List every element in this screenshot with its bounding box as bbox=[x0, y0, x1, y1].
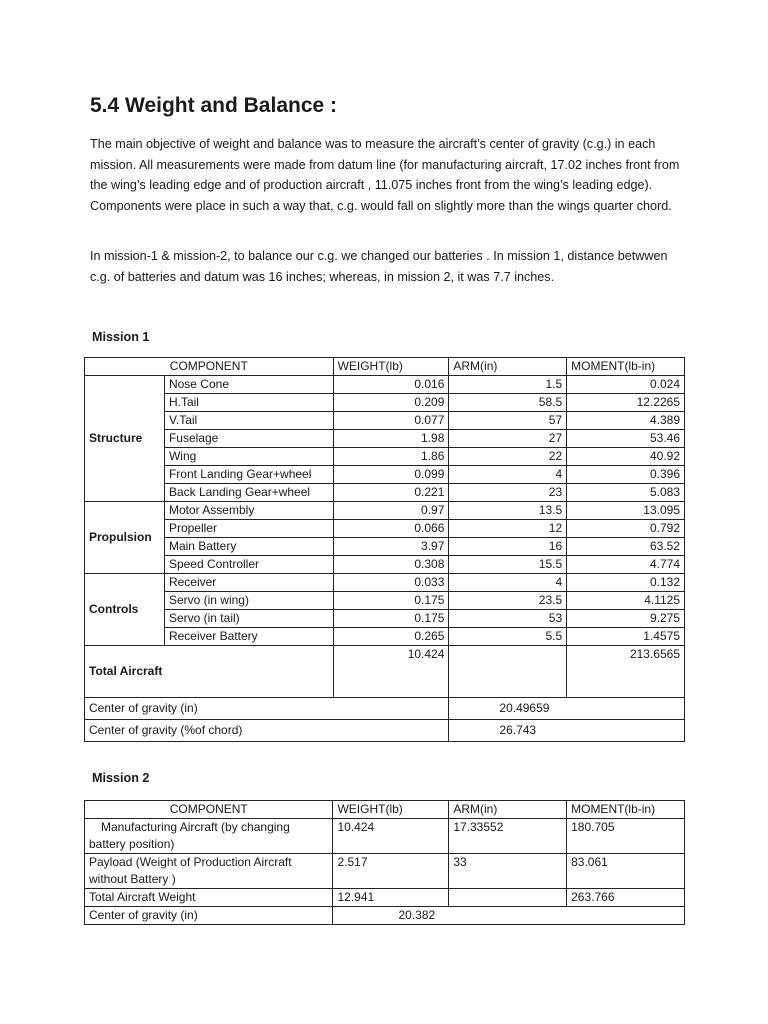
weight-cell: 0.308 bbox=[333, 556, 449, 574]
weight-cell: 1.86 bbox=[333, 448, 449, 466]
table-row bbox=[85, 376, 685, 394]
cg-label: Center of gravity (in) bbox=[85, 907, 333, 925]
arm-cell bbox=[449, 889, 567, 907]
column-header: ARM(in) bbox=[449, 358, 567, 376]
table-row bbox=[85, 412, 685, 430]
mission1-table bbox=[84, 357, 685, 742]
arm-cell: 33 bbox=[449, 854, 567, 889]
cg-value: 20.49659 bbox=[449, 698, 685, 720]
group-label: Structure bbox=[85, 376, 165, 502]
table-row bbox=[85, 394, 685, 412]
mission2-table bbox=[84, 800, 685, 925]
weight-cell: 0.175 bbox=[333, 610, 449, 628]
component-cell: Back Landing Gear+wheel bbox=[164, 484, 333, 502]
column-header: COMPONENT bbox=[85, 358, 334, 376]
table-row bbox=[85, 889, 685, 907]
component-cell: H.Tail bbox=[164, 394, 333, 412]
table-row bbox=[85, 628, 685, 646]
arm-cell: 5.5 bbox=[449, 628, 567, 646]
column-header: MOMENT(lb-in) bbox=[567, 358, 685, 376]
total-moment: 213.6565 bbox=[567, 646, 685, 698]
weight-cell: 0.016 bbox=[333, 376, 449, 394]
moment-cell: 13.095 bbox=[567, 502, 685, 520]
column-header: WEIGHT(lb) bbox=[333, 358, 449, 376]
component-cell: Main Battery bbox=[164, 538, 333, 556]
arm-cell: 58.5 bbox=[449, 394, 567, 412]
table-row bbox=[85, 538, 685, 556]
arm-cell: 1.5 bbox=[449, 376, 567, 394]
moment-cell: 263.766 bbox=[567, 889, 685, 907]
component-cell: Servo (in tail) bbox=[164, 610, 333, 628]
table-row bbox=[85, 430, 685, 448]
mission1-label: Mission 1 bbox=[92, 330, 150, 344]
arm-cell: 13.5 bbox=[449, 502, 567, 520]
arm-cell: 15.5 bbox=[449, 556, 567, 574]
column-header: COMPONENT bbox=[85, 801, 333, 819]
table-row bbox=[85, 819, 685, 854]
cg-chord-value: 26.743 bbox=[449, 720, 685, 742]
weight-cell: 1.98 bbox=[333, 430, 449, 448]
column-header: ARM(in) bbox=[449, 801, 567, 819]
moment-cell: 9.275 bbox=[567, 610, 685, 628]
table-row bbox=[85, 556, 685, 574]
arm-cell: 23.5 bbox=[449, 592, 567, 610]
weight-cell: 12.941 bbox=[333, 889, 449, 907]
cg-row bbox=[85, 698, 685, 720]
moment-cell: 83.061 bbox=[567, 854, 685, 889]
weight-cell: 3.97 bbox=[333, 538, 449, 556]
cg-chord-row bbox=[85, 720, 685, 742]
moment-cell: 4.774 bbox=[567, 556, 685, 574]
cg-chord-label: Center of gravity (%of chord) bbox=[85, 720, 449, 742]
moment-cell: 4.1125 bbox=[567, 592, 685, 610]
arm-cell: 23 bbox=[449, 484, 567, 502]
weight-cell: 10.424 bbox=[333, 819, 449, 854]
component-cell: Receiver bbox=[164, 574, 333, 592]
moment-cell: 0.024 bbox=[567, 376, 685, 394]
component-cell: Fuselage bbox=[164, 430, 333, 448]
weight-cell: 0.033 bbox=[333, 574, 449, 592]
component-cell: Propeller bbox=[164, 520, 333, 538]
component-cell: Receiver Battery bbox=[164, 628, 333, 646]
group-label: Propulsion bbox=[85, 502, 165, 574]
moment-cell: 4.389 bbox=[567, 412, 685, 430]
arm-cell: 17.33552 bbox=[449, 819, 567, 854]
mission2-label: Mission 2 bbox=[92, 771, 150, 785]
moment-cell: 1.4575 bbox=[567, 628, 685, 646]
component-cell: Wing bbox=[164, 448, 333, 466]
column-header: WEIGHT(lb) bbox=[333, 801, 449, 819]
moment-cell: 0.396 bbox=[567, 466, 685, 484]
table-row bbox=[85, 854, 685, 889]
component-cell: Payload (Weight of Production Aircraft without Battery ) bbox=[85, 854, 333, 889]
component-cell: Nose Cone bbox=[164, 376, 333, 394]
table-row bbox=[85, 448, 685, 466]
component-cell: V.Tail bbox=[164, 412, 333, 430]
group-label: Controls bbox=[85, 574, 165, 646]
section-heading: 5.4 Weight and Balance : bbox=[90, 94, 338, 117]
table-header-row bbox=[85, 358, 685, 376]
table-header-row bbox=[85, 801, 685, 819]
total-arm bbox=[449, 646, 567, 698]
moment-cell: 0.792 bbox=[567, 520, 685, 538]
component-cell: Manufacturing Aircraft (by changing battery position) bbox=[85, 819, 333, 854]
moment-cell: 180.705 bbox=[567, 819, 685, 854]
table-row bbox=[85, 574, 685, 592]
table-row bbox=[85, 502, 685, 520]
arm-cell: 27 bbox=[449, 430, 567, 448]
weight-cell: 0.221 bbox=[333, 484, 449, 502]
component-cell: Motor Assembly bbox=[164, 502, 333, 520]
moment-cell: 0.132 bbox=[567, 574, 685, 592]
moment-cell: 12.2265 bbox=[567, 394, 685, 412]
table-row bbox=[85, 484, 685, 502]
arm-cell: 22 bbox=[449, 448, 567, 466]
weight-cell: 0.077 bbox=[333, 412, 449, 430]
arm-cell: 4 bbox=[449, 466, 567, 484]
table-row bbox=[85, 592, 685, 610]
total-label: Total Aircraft bbox=[85, 646, 334, 698]
arm-cell: 57 bbox=[449, 412, 567, 430]
cg-label: Center of gravity (in) bbox=[85, 698, 449, 720]
moment-cell: 63.52 bbox=[567, 538, 685, 556]
component-cell: Servo (in wing) bbox=[164, 592, 333, 610]
intro-paragraph: The main objective of weight and balance was to measure the aircraft’s center of gravity (c.g.) in each mission. All measurements were made from datum line (for manufacturing aircraft, 17.02 inches front from the wing’s leading edge and of production aircraft , 11.075 inches front from the wing’s leading edge). Components were place in such a way that, c.g. would fall on slightly more than the wings quarter chord. bbox=[90, 137, 680, 213]
total-row bbox=[85, 646, 685, 698]
weight-cell: 0.265 bbox=[333, 628, 449, 646]
weight-cell: 0.066 bbox=[333, 520, 449, 538]
cg-value: 20.382 bbox=[333, 907, 685, 925]
component-cell: Total Aircraft Weight bbox=[85, 889, 333, 907]
arm-cell: 16 bbox=[449, 538, 567, 556]
table-row bbox=[85, 520, 685, 538]
moment-cell: 53.46 bbox=[567, 430, 685, 448]
column-header: MOMENT(lb-in) bbox=[567, 801, 685, 819]
arm-cell: 4 bbox=[449, 574, 567, 592]
battery-paragraph: In mission-1 & mission-2, to balance our c.g. we changed our batteries . In mission 1, distance betwwen c.g. of batteries and datum was 16 inches; whereas, in mission 2, it was 7.7 inches. bbox=[90, 249, 668, 284]
component-cell: Front Landing Gear+wheel bbox=[164, 466, 333, 484]
arm-cell: 12 bbox=[449, 520, 567, 538]
table-row bbox=[85, 610, 685, 628]
cg-row bbox=[85, 907, 685, 925]
weight-cell: 0.209 bbox=[333, 394, 449, 412]
weight-cell: 2.517 bbox=[333, 854, 449, 889]
weight-cell: 0.175 bbox=[333, 592, 449, 610]
moment-cell: 40.92 bbox=[567, 448, 685, 466]
weight-cell: 0.099 bbox=[333, 466, 449, 484]
weight-cell: 0.97 bbox=[333, 502, 449, 520]
total-weight: 10.424 bbox=[333, 646, 449, 698]
component-cell: Speed Controller bbox=[164, 556, 333, 574]
table-row bbox=[85, 466, 685, 484]
moment-cell: 5.083 bbox=[567, 484, 685, 502]
arm-cell: 53 bbox=[449, 610, 567, 628]
